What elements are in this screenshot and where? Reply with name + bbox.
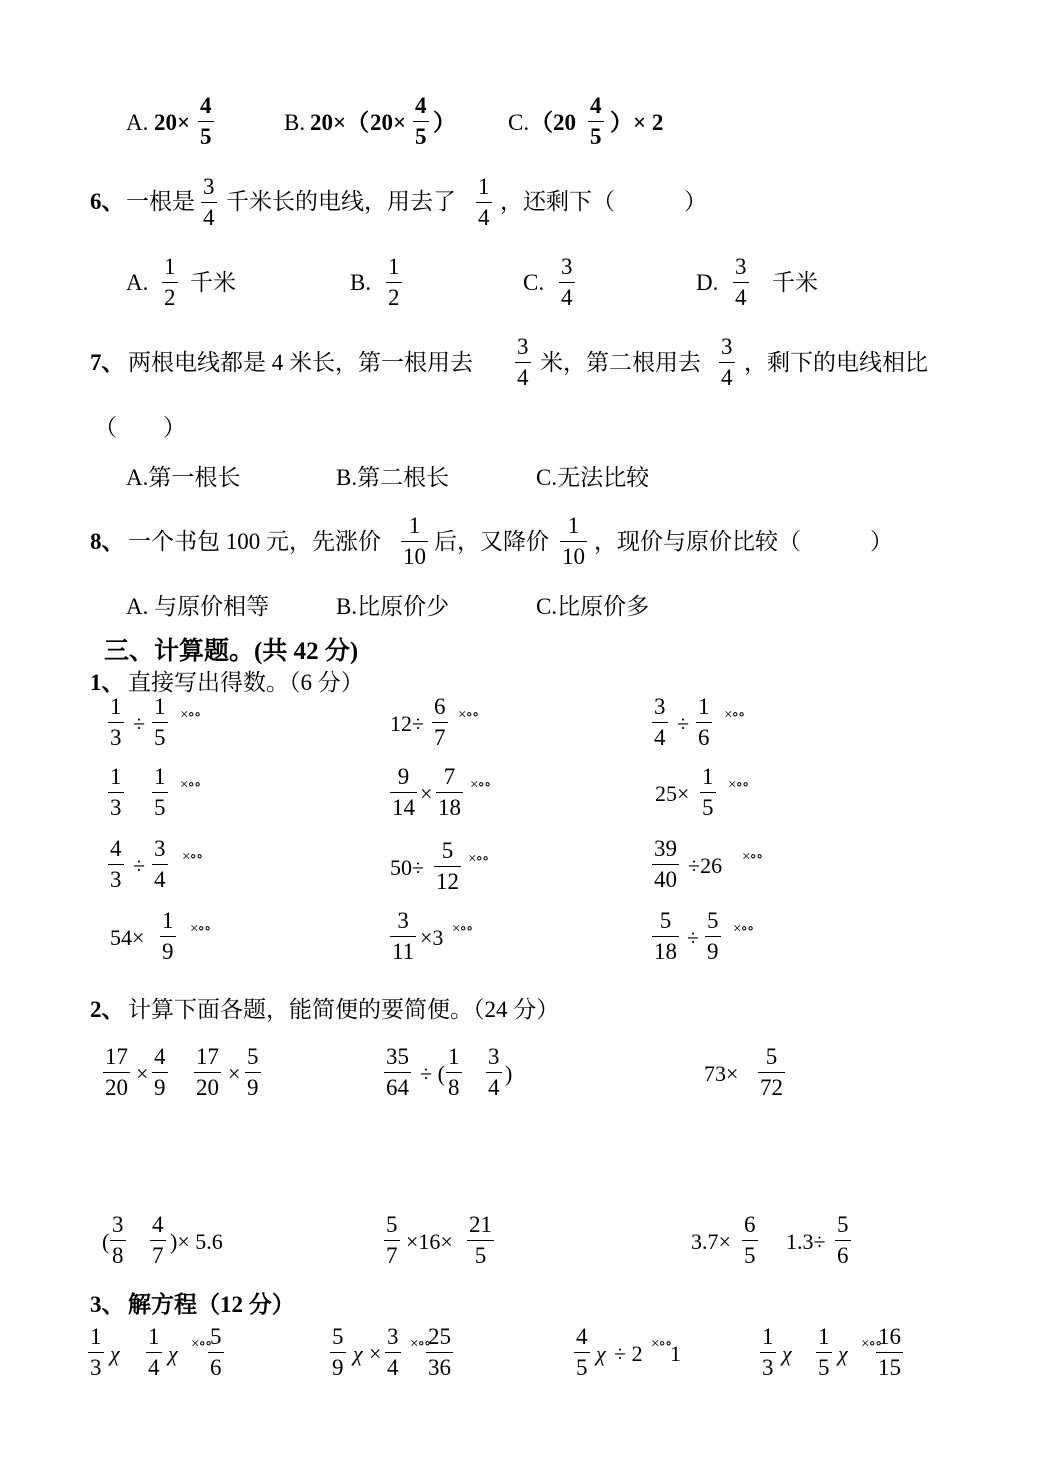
- p2-instruction: 计算下面各题，能简便的要简便。（24 分）: [128, 997, 560, 1022]
- p1-item-1-frac-a: 1 3: [110, 694, 122, 750]
- q8-option-b: B.比原价少: [336, 594, 450, 619]
- p3-eq1-garbled: ×∘∘: [191, 1336, 212, 1352]
- p1-item-7-garbled: ×∘∘: [182, 849, 203, 865]
- p2-e4-frac-2: 4 7: [152, 1212, 164, 1268]
- p3-eq4-x-2: χ: [838, 1341, 848, 1366]
- p1-instruction: 直接写出得数。（6 分）: [128, 670, 364, 695]
- q5-option-b-expr2: 20×: [370, 110, 407, 135]
- p1-item-8-pre: 50÷: [390, 855, 425, 880]
- p1-item-5-frac-b: 7 18: [438, 764, 461, 820]
- p1-item-2-frac: 6 7: [434, 694, 446, 750]
- p3-eq2-times: ×: [369, 1341, 382, 1366]
- p1-item-1-frac-b: 1 5: [154, 694, 166, 750]
- p2-e1-op-1: ×: [136, 1061, 149, 1086]
- p3-eq1-frac-3: 5 6: [210, 1324, 222, 1380]
- p3-eq1-frac-2: 1 4: [148, 1324, 160, 1380]
- q5-option-a-expr: 20×: [154, 110, 191, 135]
- p3-eq3-rhs: 1: [670, 1341, 681, 1366]
- p1-item-5-frac-a: 9 14: [392, 764, 415, 820]
- p2-e1-frac-4: 5 9: [247, 1044, 259, 1100]
- p1-item-4-frac-b: 1 5: [154, 764, 166, 820]
- p2-e3-frac: 5 72: [760, 1044, 783, 1100]
- q5-option-a-label: A.: [126, 110, 149, 135]
- p1-item-4-frac-a: 1 3: [110, 764, 122, 820]
- q8-text-3: ，现价与原价比较（ ）: [594, 529, 893, 554]
- p2-e5-frac-2: 21 5: [469, 1212, 492, 1268]
- p3-eq1-x-1: χ: [110, 1341, 120, 1366]
- p1-item-10-frac: 1 9: [162, 908, 174, 964]
- q8-fraction-1: 1 10: [403, 513, 426, 569]
- p2-number: 2、: [90, 997, 125, 1022]
- q6-option-c-fraction: 3 4: [561, 254, 573, 310]
- q8-number: 8、: [90, 529, 125, 554]
- p1-item-9-garbled: ×∘∘: [742, 849, 763, 865]
- p1-item-3-frac-a: 3 4: [654, 694, 666, 750]
- p2-e4-frac-1: 3 8: [112, 1212, 124, 1268]
- q8-text-1: 一个书包 100 元，先涨价: [128, 529, 381, 554]
- q7-text-1: 两根电线都是 4 米长，第一根用去: [128, 350, 473, 375]
- q7-fraction-1: 3 4: [517, 334, 529, 390]
- q6-option-a-fraction: 1 2: [164, 254, 176, 310]
- p1-item-11-garbled: ×∘∘: [452, 921, 473, 937]
- q6-text-1: 一根是: [126, 189, 195, 214]
- q8-option-c: C.比原价多: [536, 594, 650, 619]
- p2-e2-frac-2: 1 8: [448, 1044, 460, 1100]
- p3-eq4-frac-2: 1 5: [818, 1324, 830, 1380]
- q5-option-c-label: C.: [508, 110, 530, 135]
- p1-item-9-post: ÷26: [688, 853, 723, 878]
- q7-fraction-2: 3 4: [721, 334, 733, 390]
- q8-option-a: A. 与原价相等: [126, 594, 270, 619]
- p1-item-2-garbled: ×∘∘: [458, 707, 479, 723]
- p3-number: 3、: [90, 1292, 125, 1317]
- q7-text-2: 米，第二根用去: [540, 350, 701, 375]
- p1-item-2-pre: 12÷: [390, 711, 425, 736]
- p2-e1-op-2: ×: [228, 1061, 241, 1086]
- p2-e2-frac-1: 35 64: [386, 1044, 409, 1100]
- p1-item-6-frac: 1 5: [702, 764, 714, 820]
- q6-text-2: 千米长的电线，用去了: [226, 189, 456, 214]
- q5-option-b-label: B.: [284, 110, 306, 135]
- p3-eq2-frac-1: 5 9: [332, 1324, 344, 1380]
- p2-e6-mid: 1.3÷: [786, 1229, 826, 1254]
- p3-eq1-x-2: χ: [168, 1341, 178, 1366]
- p1-item-11-frac: 3 11: [392, 908, 415, 964]
- p1-item-1-op: ÷: [133, 711, 146, 736]
- p2-e6-frac-2: 5 6: [837, 1212, 849, 1268]
- p2-e4-post: )× 5.6: [170, 1229, 223, 1254]
- p3-eq1-frac-1: 1 3: [90, 1324, 102, 1380]
- q7-option-c: C.无法比较: [536, 465, 650, 490]
- p2-e5-mid: ×16×: [406, 1229, 453, 1254]
- p2-e2-close: ): [505, 1061, 513, 1086]
- q5-option-b-expr1: 20×（: [310, 110, 370, 135]
- p2-e1-frac-3: 17 20: [196, 1044, 219, 1100]
- p2-e1-frac-2: 4 9: [154, 1044, 166, 1100]
- p1-item-8-garbled: ×∘∘: [468, 851, 489, 867]
- p1-item-6-pre: 25×: [655, 781, 690, 806]
- p2-e6-frac-1: 6 5: [744, 1212, 756, 1268]
- p2-e6-pre: 3.7×: [691, 1229, 731, 1254]
- q7-answer-paren: （ ）: [94, 415, 186, 440]
- q5-option-c-close: ）× 2: [610, 110, 664, 135]
- p2-e3-pre: 73×: [704, 1061, 739, 1086]
- p1-item-9-frac: 39 40: [654, 836, 677, 892]
- q7-number: 7、: [90, 350, 125, 375]
- q6-number: 6、: [90, 189, 125, 214]
- p2-e2-frac-3: 3 4: [488, 1044, 500, 1100]
- p3-instruction: 解方程（12 分）: [128, 1292, 295, 1317]
- p1-item-6-garbled: ×∘∘: [728, 777, 749, 793]
- q6-option-d-fraction: 3 4: [735, 254, 747, 310]
- p2-e2-op: ÷ (: [420, 1061, 445, 1086]
- p3-eq3-mid: ÷ 2: [614, 1341, 643, 1366]
- p1-item-3-op: ÷: [677, 711, 690, 736]
- p1-item-5-garbled: ×∘∘: [470, 777, 491, 793]
- p3-eq4-x-1: χ: [782, 1341, 792, 1366]
- q6-option-a-unit: 千米: [190, 270, 236, 295]
- p3-eq2-frac-2: 3 4: [387, 1324, 399, 1380]
- q8-fraction-2: 1 10: [562, 513, 585, 569]
- p3-eq4-frac-1: 1 3: [762, 1324, 774, 1380]
- p3-eq3-frac-1: 4 5: [576, 1324, 588, 1380]
- q5-option-b-fraction: 4 5: [415, 93, 427, 149]
- q5-option-a-fraction: 4 5: [200, 93, 212, 149]
- p1-item-1-garbled: ×∘∘: [180, 707, 201, 723]
- q6-option-a-label: A.: [126, 270, 149, 295]
- p1-item-12-frac-b: 5 9: [707, 908, 719, 964]
- q6-option-d-unit: 千米: [772, 270, 818, 295]
- section-3-title: 三、计算题。(共 42 分): [104, 638, 359, 665]
- p2-e4-open: (: [102, 1229, 110, 1254]
- p1-item-8-frac: 5 12: [436, 838, 459, 894]
- q7-text-3: ，剩下的电线相比: [744, 350, 928, 375]
- p1-item-7-frac-a: 4 3: [110, 836, 122, 892]
- q6-option-b-label: B.: [350, 270, 372, 295]
- q6-option-d-label: D.: [696, 270, 719, 295]
- p1-item-7-op: ÷: [133, 853, 146, 878]
- q6-fraction-1: 3 4: [203, 174, 215, 230]
- p1-item-5-op: ×: [420, 781, 433, 806]
- p1-item-10-garbled: ×∘∘: [190, 921, 211, 937]
- p2-e5-frac-1: 5 7: [386, 1212, 398, 1268]
- p1-item-12-op: ÷: [687, 925, 700, 950]
- p3-eq2-x: χ: [353, 1341, 363, 1366]
- p2-e1-frac-1: 17 20: [105, 1044, 128, 1100]
- q6-option-c-label: C.: [523, 270, 545, 295]
- p1-item-10-pre: 54×: [110, 925, 145, 950]
- q5-option-b-close: ）: [433, 110, 456, 135]
- p1-item-4-garbled: ×∘∘: [180, 777, 201, 793]
- q7-option-b: B.第二根长: [336, 465, 450, 490]
- p1-item-12-garbled: ×∘∘: [733, 921, 754, 937]
- p1-item-11-post: ×3: [420, 925, 444, 950]
- q5-option-c-fraction: 4 5: [590, 93, 602, 149]
- q7-option-a: A.第一根长: [126, 465, 241, 490]
- p3-eq4-garbled: ×∘∘: [861, 1336, 882, 1352]
- q6-fraction-2: 1 4: [478, 174, 490, 230]
- q5-option-c-open: （20: [530, 110, 576, 135]
- p3-eq2-garbled: ×∘∘: [410, 1336, 431, 1352]
- p3-eq4-frac-3: 16 15: [878, 1324, 901, 1380]
- q6-text-3: ，还剩下（ ）: [500, 189, 707, 214]
- p1-number: 1、: [90, 670, 125, 695]
- p3-eq2-frac-3: 25 36: [428, 1324, 451, 1380]
- p1-item-12-frac-a: 5 18: [654, 908, 677, 964]
- p1-item-7-frac-b: 3 4: [154, 836, 166, 892]
- q8-text-2: 后，又降价: [434, 529, 549, 554]
- p3-eq3-x: χ: [596, 1341, 606, 1366]
- p3-eq3-garbled: ×∘∘: [651, 1336, 672, 1352]
- p1-item-3-garbled: ×∘∘: [724, 707, 745, 723]
- p1-item-3-frac-b: 1 6: [698, 694, 710, 750]
- q6-option-b-fraction: 1 2: [388, 254, 400, 310]
